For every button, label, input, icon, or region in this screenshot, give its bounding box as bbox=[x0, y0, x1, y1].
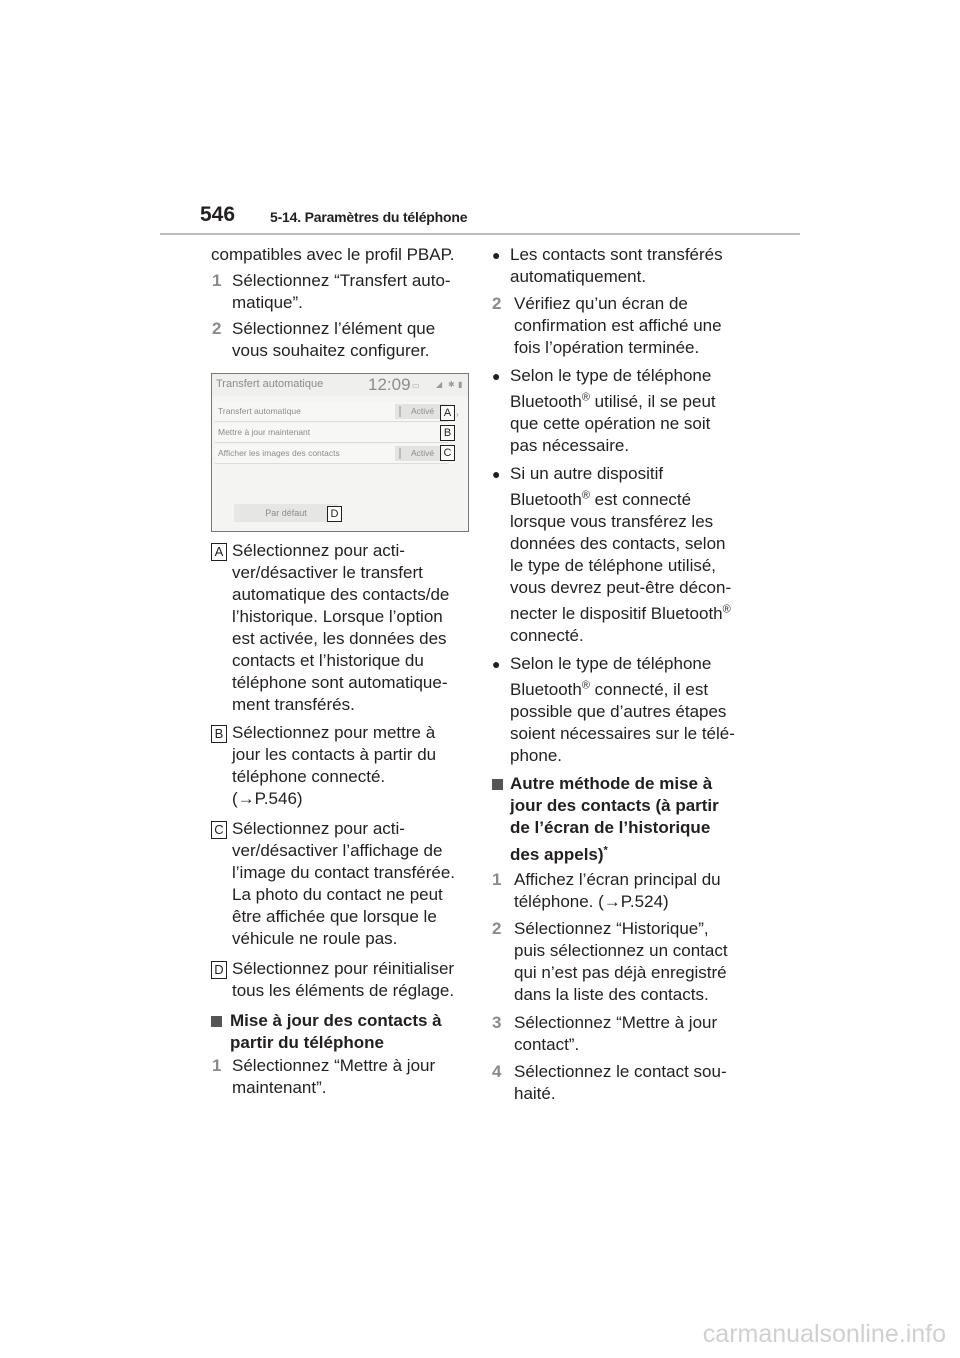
label-a: A bbox=[211, 543, 227, 561]
bullet-icon: ● bbox=[492, 368, 501, 384]
step-number: 1 bbox=[492, 870, 502, 889]
row-value: Activé bbox=[395, 446, 447, 461]
bullet-line: utilisé, il se peut bbox=[589, 392, 716, 411]
heading-line: de l’écran de l’historique bbox=[510, 818, 711, 837]
item-line: Sélectionnez pour acti- bbox=[232, 819, 405, 838]
item-line: Sélectionnez pour réinitialiser bbox=[232, 959, 455, 978]
label-d: D bbox=[211, 961, 227, 979]
step-line: confirmation est affiché une bbox=[514, 316, 722, 335]
item-line: téléphone connecté. bbox=[232, 767, 386, 786]
item-line: l’historique. Lorsque l’option bbox=[232, 607, 443, 626]
step-line: fois l’opération terminée. bbox=[514, 338, 700, 357]
bullet-line: est connecté bbox=[589, 490, 692, 509]
item-line: téléphone sont automatique- bbox=[232, 673, 448, 692]
step-line: Sélectionnez “Mettre à jour bbox=[232, 1056, 436, 1075]
bluetooth-word: Bluetooth bbox=[510, 490, 582, 509]
bullet-line: possible que d’autres étapes bbox=[510, 702, 727, 721]
bullet-line: lorsque vous transférez les bbox=[510, 512, 714, 531]
marker-b: B bbox=[440, 425, 455, 441]
heading-line: Autre méthode de mise à bbox=[510, 774, 713, 793]
screen-row-show-images[interactable] bbox=[215, 444, 448, 464]
step-line: Vérifiez qu’un écran de bbox=[514, 294, 688, 313]
bullet-line: soient nécessaires sur le télé- bbox=[510, 724, 735, 743]
heading-line: jour des contacts (à partir bbox=[510, 796, 719, 815]
bullet-line: Selon le type de téléphone bbox=[510, 654, 712, 673]
section-title: 5-14. Paramètres du téléphone bbox=[270, 209, 468, 225]
item-line: La photo du contact ne peut bbox=[232, 885, 443, 904]
registered-mark: ® bbox=[581, 391, 590, 404]
bullet-icon: ● bbox=[492, 656, 501, 672]
step-line: maintenant”. bbox=[232, 1078, 327, 1097]
bullet-line: automatiquement. bbox=[510, 267, 647, 286]
row-value: Activé bbox=[395, 404, 447, 419]
item-line: ment transférés. bbox=[232, 695, 355, 714]
footnote-star: * bbox=[603, 844, 608, 857]
bullet-line: le type de téléphone utilisé, bbox=[510, 556, 717, 575]
item-line: ver/désactiver l’affichage de bbox=[232, 841, 443, 860]
bullet-line: Selon le type de téléphone bbox=[510, 366, 712, 385]
screen-row-update-now[interactable] bbox=[215, 423, 448, 443]
bullet-line: données des contacts, selon bbox=[510, 534, 726, 553]
bullet-icon: ● bbox=[492, 466, 501, 482]
item-line: automatique des contacts/de bbox=[232, 585, 450, 604]
marker-c: C bbox=[440, 445, 455, 461]
row-label: Transfert automatique bbox=[218, 406, 301, 416]
bullet-line: pas nécessaire. bbox=[510, 436, 630, 455]
item-line: est activée, les données des bbox=[232, 629, 447, 648]
marker-d: D bbox=[327, 506, 342, 522]
signal-icon: ◢ bbox=[436, 380, 443, 389]
bullet-icon: ● bbox=[492, 247, 501, 263]
heading-line: partir du téléphone bbox=[230, 1033, 384, 1052]
step-line: Sélectionnez “Historique”, bbox=[514, 919, 709, 938]
row-label: Afficher les images des contacts bbox=[218, 448, 340, 458]
bullet-line: que cette opération ne soit bbox=[510, 414, 711, 433]
item-line: véhicule ne roule pas. bbox=[232, 929, 398, 948]
step-number: 2 bbox=[492, 294, 502, 313]
bluetooth-icon: ✱ bbox=[448, 380, 455, 389]
step-line: Affichez l’écran principal du bbox=[514, 870, 721, 889]
page-link[interactable]: (→P.546) bbox=[232, 789, 303, 808]
screen-title: Transfert automatique bbox=[216, 378, 324, 390]
step-number: 2 bbox=[212, 319, 222, 338]
step-line: Sélectionnez l’élément que bbox=[232, 319, 436, 338]
step-line: Sélectionnez le contact sou- bbox=[514, 1062, 727, 1081]
bullet-line: connecté. bbox=[510, 626, 584, 645]
registered-mark: ® bbox=[581, 489, 590, 502]
header-rule bbox=[160, 233, 800, 235]
step-line: vous souhaitez configurer. bbox=[232, 341, 430, 360]
item-line: tous les éléments de réglage. bbox=[232, 981, 455, 1000]
marker-a: A bbox=[440, 405, 455, 421]
registered-mark: ® bbox=[581, 679, 590, 692]
step-line: haité. bbox=[514, 1084, 556, 1103]
page-number: 546 bbox=[200, 203, 236, 226]
watermark-text: carmanualsonline.info bbox=[702, 1320, 946, 1348]
bullet-line: vous devrez peut-être décon- bbox=[510, 578, 732, 597]
screen-illustration bbox=[211, 373, 469, 532]
square-bullet-icon bbox=[211, 1016, 222, 1027]
screen-titlebar bbox=[212, 374, 468, 396]
label-c: C bbox=[211, 821, 227, 839]
step-number: 2 bbox=[492, 919, 502, 938]
screen-clock: 12:09 bbox=[368, 375, 411, 394]
item-line: Sélectionnez pour acti- bbox=[232, 541, 405, 560]
item-line: jour les contacts à partir du bbox=[232, 745, 437, 764]
intro-text: compatibles avec le profil PBAP. bbox=[211, 245, 455, 264]
step-number: 1 bbox=[212, 271, 222, 290]
item-line: ver/désactiver le transfert bbox=[232, 563, 423, 582]
bullet-line: Si un autre dispositif bbox=[510, 464, 664, 483]
bullet-line: Les contacts sont transférés bbox=[510, 245, 723, 264]
step-number: 1 bbox=[212, 1056, 222, 1075]
step-line: Sélectionnez “Mettre à jour bbox=[514, 1013, 718, 1032]
item-line: être affichée que lorsque le bbox=[232, 907, 437, 926]
step-line: dans la liste des contacts. bbox=[514, 985, 709, 1004]
watermark bbox=[0, 1320, 960, 1358]
scroll-arrow-icon[interactable]: › bbox=[456, 410, 459, 419]
step-number: 3 bbox=[492, 1013, 502, 1032]
battery-icon: ▮ bbox=[458, 380, 463, 389]
step-line: Sélectionnez “Transfert auto- bbox=[232, 271, 451, 290]
step-line: qui n’est pas déjà enregistré bbox=[514, 963, 727, 982]
item-line: contacts et l’historique du bbox=[232, 651, 424, 670]
screen-row-auto-transfer[interactable] bbox=[215, 402, 448, 422]
bullet-line: connecté, il est bbox=[589, 680, 709, 699]
registered-mark: ® bbox=[722, 603, 731, 616]
step-line: puis sélectionnez un contact bbox=[514, 941, 728, 960]
step-number: 4 bbox=[492, 1062, 502, 1081]
item-line: l’image du contact transférée. bbox=[232, 863, 456, 882]
bullet-line: necter le dispositif Bluetooth bbox=[510, 604, 723, 623]
heading-line: des appels) bbox=[510, 845, 604, 864]
item-line: Sélectionnez pour mettre à bbox=[232, 723, 436, 742]
heading-line: Mise à jour des contacts à bbox=[230, 1011, 442, 1030]
bullet-line: phone. bbox=[510, 746, 562, 765]
square-bullet-icon bbox=[492, 779, 503, 790]
mode-icon: ▭ bbox=[412, 381, 420, 390]
page-link[interactable]: téléphone. (→P.524) bbox=[514, 892, 669, 911]
step-line: contact”. bbox=[514, 1035, 580, 1054]
default-button[interactable]: Par défaut bbox=[234, 504, 338, 522]
bluetooth-word: Bluetooth bbox=[510, 680, 582, 699]
step-line: matique”. bbox=[232, 293, 303, 312]
row-label: Mettre à jour maintenant bbox=[218, 427, 311, 437]
label-b: B bbox=[211, 725, 227, 743]
bluetooth-word: Bluetooth bbox=[510, 392, 582, 411]
